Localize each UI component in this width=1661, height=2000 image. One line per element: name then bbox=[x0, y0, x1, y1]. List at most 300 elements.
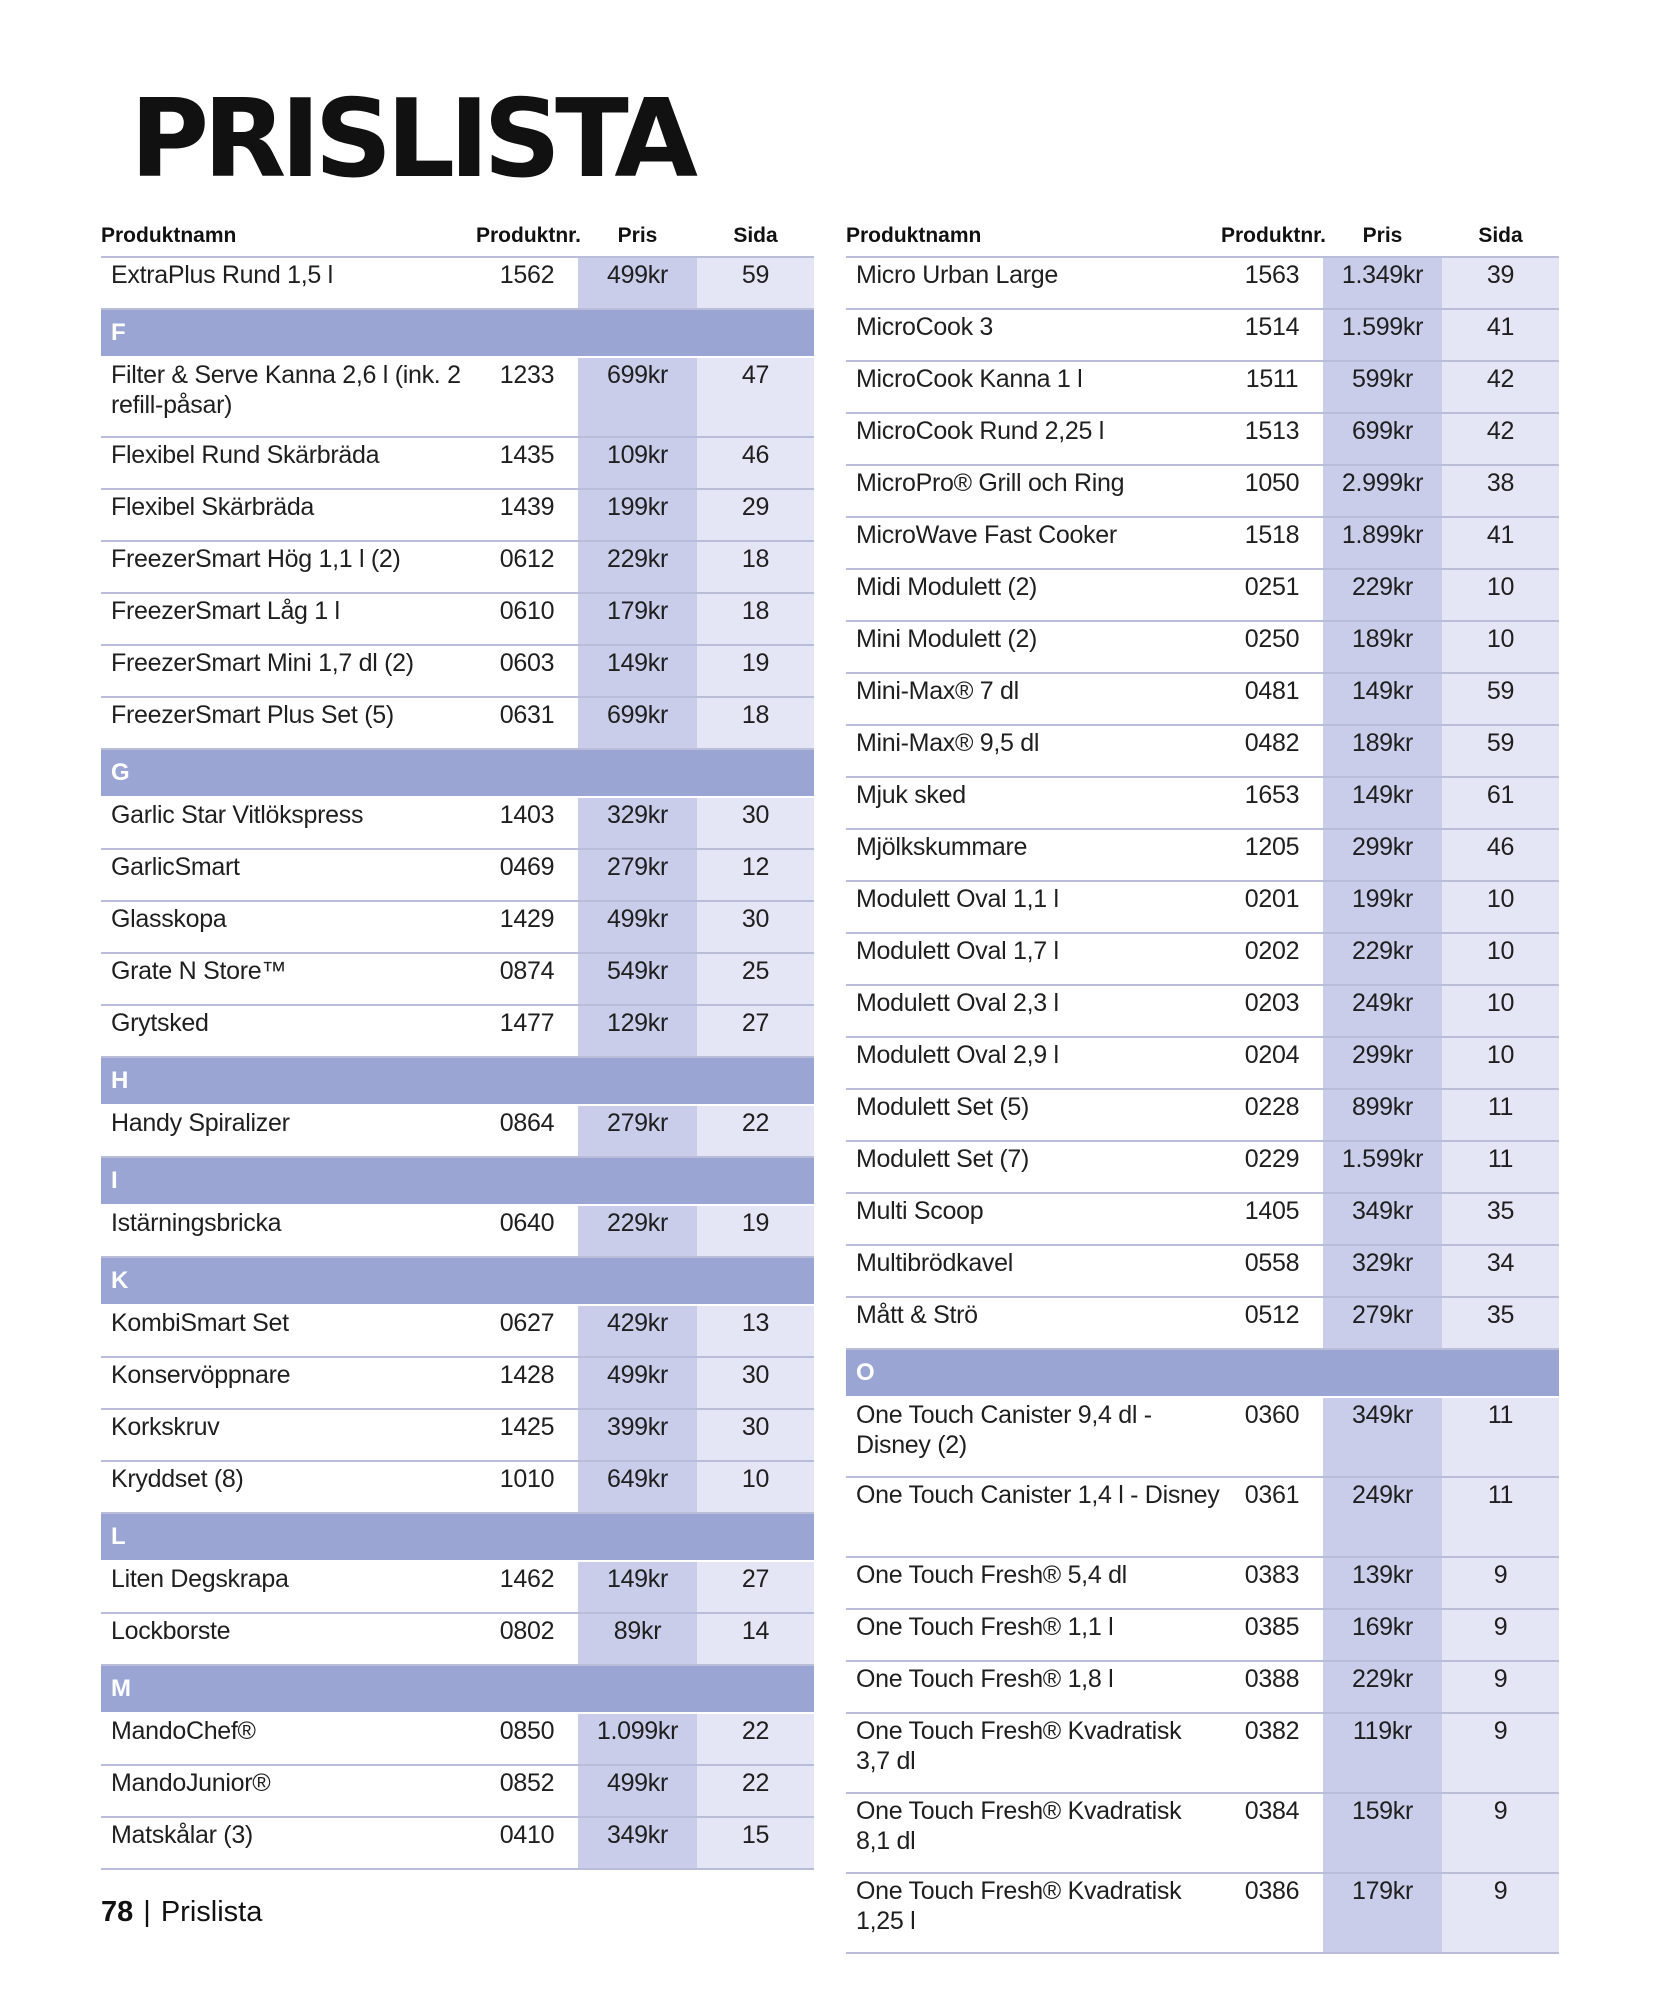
product-name: Korkskruv bbox=[101, 1409, 476, 1461]
product-name: Lockborste bbox=[101, 1613, 476, 1665]
header-pris: Pris bbox=[1323, 216, 1442, 257]
product-page: 25 bbox=[697, 953, 814, 1005]
product-name: Handy Spiralizer bbox=[101, 1105, 476, 1157]
product-page: 11 bbox=[1442, 1089, 1559, 1141]
table-row bbox=[101, 645, 814, 697]
product-number: 0250 bbox=[1221, 621, 1323, 673]
product-number: 0603 bbox=[476, 645, 578, 697]
product-price: 169kr bbox=[1323, 1609, 1442, 1661]
product-name: Grate N Store™ bbox=[101, 953, 476, 1005]
product-name: Mjuk sked bbox=[846, 777, 1221, 829]
product-page: 10 bbox=[1442, 1037, 1559, 1089]
product-name: Matskålar (3) bbox=[101, 1817, 476, 1869]
letter-row bbox=[101, 1513, 814, 1561]
product-number: 1439 bbox=[476, 489, 578, 541]
product-page: 9 bbox=[1442, 1661, 1559, 1713]
letter-row bbox=[101, 309, 814, 357]
letter-heading: H bbox=[101, 1057, 814, 1105]
header-row bbox=[101, 216, 814, 257]
price-table-right bbox=[846, 216, 1559, 1954]
product-page: 13 bbox=[697, 1305, 814, 1357]
table-row bbox=[846, 1193, 1559, 1245]
product-number: 0610 bbox=[476, 593, 578, 645]
product-number: 0229 bbox=[1221, 1141, 1323, 1193]
letter-row bbox=[846, 1349, 1559, 1397]
price-table-left bbox=[101, 216, 814, 1870]
product-page: 11 bbox=[1442, 1141, 1559, 1193]
product-price: 279kr bbox=[578, 849, 697, 901]
product-page: 61 bbox=[1442, 777, 1559, 829]
product-page: 42 bbox=[1442, 413, 1559, 465]
product-page: 59 bbox=[697, 257, 814, 309]
product-number: 0612 bbox=[476, 541, 578, 593]
product-price: 229kr bbox=[1323, 569, 1442, 621]
product-page: 22 bbox=[697, 1105, 814, 1157]
product-page: 47 bbox=[697, 357, 814, 437]
product-price: 299kr bbox=[1323, 829, 1442, 881]
product-price: 159kr bbox=[1323, 1793, 1442, 1873]
product-number: 1233 bbox=[476, 357, 578, 437]
table-row bbox=[846, 725, 1559, 777]
table-row bbox=[846, 829, 1559, 881]
product-name: Modulett Oval 1,7 l bbox=[846, 933, 1221, 985]
product-page: 11 bbox=[1442, 1397, 1559, 1477]
product-price: 1.599kr bbox=[1323, 1141, 1442, 1193]
table-row bbox=[101, 901, 814, 953]
product-number: 0360 bbox=[1221, 1397, 1323, 1477]
product-number: 0874 bbox=[476, 953, 578, 1005]
product-name: Istärningsbricka bbox=[101, 1205, 476, 1257]
product-name: Mått & Strö bbox=[846, 1297, 1221, 1349]
product-name: Flexibel Skärbräda bbox=[101, 489, 476, 541]
product-price: 229kr bbox=[1323, 1661, 1442, 1713]
product-page: 38 bbox=[1442, 465, 1559, 517]
product-number: 0558 bbox=[1221, 1245, 1323, 1297]
product-price: 349kr bbox=[1323, 1193, 1442, 1245]
product-price: 2.999kr bbox=[1323, 465, 1442, 517]
product-number: 0410 bbox=[476, 1817, 578, 1869]
product-price: 249kr bbox=[1323, 1477, 1442, 1557]
product-name: One Touch Fresh® Kvadratisk 3,7 dl bbox=[846, 1713, 1221, 1793]
table-row bbox=[846, 1713, 1559, 1793]
product-price: 499kr bbox=[578, 257, 697, 309]
product-price: 599kr bbox=[1323, 361, 1442, 413]
page-title: PRISLISTA bbox=[130, 77, 692, 202]
product-price: 699kr bbox=[578, 357, 697, 437]
product-page: 29 bbox=[697, 489, 814, 541]
product-page: 22 bbox=[697, 1765, 814, 1817]
footer-separator: | bbox=[143, 1896, 151, 1928]
product-page: 10 bbox=[1442, 985, 1559, 1037]
product-price: 699kr bbox=[578, 697, 697, 749]
product-page: 30 bbox=[697, 1357, 814, 1409]
product-number: 0469 bbox=[476, 849, 578, 901]
product-number: 0640 bbox=[476, 1205, 578, 1257]
table-row bbox=[846, 309, 1559, 361]
product-price: 299kr bbox=[1323, 1037, 1442, 1089]
product-name: Midi Modulett (2) bbox=[846, 569, 1221, 621]
product-page: 46 bbox=[697, 437, 814, 489]
product-price: 229kr bbox=[578, 541, 697, 593]
product-name: Mini-Max® 9,5 dl bbox=[846, 725, 1221, 777]
product-name: One Touch Fresh® 1,1 l bbox=[846, 1609, 1221, 1661]
product-price: 149kr bbox=[578, 1561, 697, 1613]
table-row bbox=[846, 1661, 1559, 1713]
product-name: Liten Degskrapa bbox=[101, 1561, 476, 1613]
product-name: MicroWave Fast Cooker bbox=[846, 517, 1221, 569]
product-name: Multi Scoop bbox=[846, 1193, 1221, 1245]
product-page: 9 bbox=[1442, 1713, 1559, 1793]
product-price: 549kr bbox=[578, 953, 697, 1005]
product-name: Grytsked bbox=[101, 1005, 476, 1057]
product-number: 0382 bbox=[1221, 1713, 1323, 1793]
table-body-right bbox=[846, 257, 1559, 1953]
product-price: 329kr bbox=[578, 797, 697, 849]
product-number: 1405 bbox=[1221, 1193, 1323, 1245]
product-number: 1477 bbox=[476, 1005, 578, 1057]
product-number: 0512 bbox=[1221, 1297, 1323, 1349]
product-name: Modulett Set (7) bbox=[846, 1141, 1221, 1193]
letter-heading: L bbox=[101, 1513, 814, 1561]
product-price: 149kr bbox=[1323, 673, 1442, 725]
product-number: 1425 bbox=[476, 1409, 578, 1461]
product-price: 349kr bbox=[578, 1817, 697, 1869]
product-number: 0203 bbox=[1221, 985, 1323, 1037]
product-number: 1435 bbox=[476, 437, 578, 489]
product-name: Multibrödkavel bbox=[846, 1245, 1221, 1297]
product-name: Glasskopa bbox=[101, 901, 476, 953]
product-number: 1205 bbox=[1221, 829, 1323, 881]
product-name: Konservöppnare bbox=[101, 1357, 476, 1409]
page-footer bbox=[101, 1896, 262, 1929]
product-price: 329kr bbox=[1323, 1245, 1442, 1297]
product-page: 30 bbox=[697, 901, 814, 953]
product-name: FreezerSmart Hög 1,1 l (2) bbox=[101, 541, 476, 593]
product-number: 0228 bbox=[1221, 1089, 1323, 1141]
product-name: MicroCook 3 bbox=[846, 309, 1221, 361]
product-name: FreezerSmart Mini 1,7 dl (2) bbox=[101, 645, 476, 697]
product-name: Modulett Oval 2,9 l bbox=[846, 1037, 1221, 1089]
letter-heading: G bbox=[101, 749, 814, 797]
table-row bbox=[101, 1613, 814, 1665]
table-row bbox=[846, 361, 1559, 413]
product-number: 1518 bbox=[1221, 517, 1323, 569]
product-number: 0850 bbox=[476, 1713, 578, 1765]
product-page: 35 bbox=[1442, 1193, 1559, 1245]
product-page: 10 bbox=[1442, 569, 1559, 621]
product-page: 10 bbox=[1442, 881, 1559, 933]
table-row bbox=[846, 1397, 1559, 1477]
product-number: 1429 bbox=[476, 901, 578, 953]
product-price: 1.099kr bbox=[578, 1713, 697, 1765]
table-row bbox=[846, 621, 1559, 673]
product-page: 11 bbox=[1442, 1477, 1559, 1557]
product-page: 42 bbox=[1442, 361, 1559, 413]
table-row bbox=[846, 673, 1559, 725]
product-page: 59 bbox=[1442, 673, 1559, 725]
product-page: 46 bbox=[1442, 829, 1559, 881]
product-number: 1513 bbox=[1221, 413, 1323, 465]
table-row bbox=[101, 257, 814, 309]
product-number: 1514 bbox=[1221, 309, 1323, 361]
product-name: MandoJunior® bbox=[101, 1765, 476, 1817]
letter-heading: K bbox=[101, 1257, 814, 1305]
product-number: 0627 bbox=[476, 1305, 578, 1357]
product-price: 699kr bbox=[1323, 413, 1442, 465]
product-name: Flexibel Rund Skärbräda bbox=[101, 437, 476, 489]
product-name: One Touch Canister 1,4 l - Disney bbox=[846, 1477, 1221, 1557]
table-row bbox=[101, 1409, 814, 1461]
product-page: 9 bbox=[1442, 1793, 1559, 1873]
letter-row bbox=[101, 1057, 814, 1105]
product-page: 30 bbox=[697, 797, 814, 849]
product-number: 0481 bbox=[1221, 673, 1323, 725]
product-name: Modulett Set (5) bbox=[846, 1089, 1221, 1141]
table-row bbox=[846, 413, 1559, 465]
product-price: 279kr bbox=[578, 1105, 697, 1157]
product-page: 59 bbox=[1442, 725, 1559, 777]
product-number: 0802 bbox=[476, 1613, 578, 1665]
table-row bbox=[101, 697, 814, 749]
product-page: 18 bbox=[697, 593, 814, 645]
product-name: One Touch Fresh® Kvadratisk 1,25 l bbox=[846, 1873, 1221, 1953]
table-row bbox=[846, 1477, 1559, 1557]
table-row bbox=[101, 1561, 814, 1613]
product-name: Modulett Oval 1,1 l bbox=[846, 881, 1221, 933]
product-number: 1562 bbox=[476, 257, 578, 309]
table-row bbox=[101, 437, 814, 489]
table-row bbox=[846, 465, 1559, 517]
table-row bbox=[101, 489, 814, 541]
product-price: 229kr bbox=[1323, 933, 1442, 985]
table-row bbox=[101, 849, 814, 901]
product-price: 1.599kr bbox=[1323, 309, 1442, 361]
product-price: 499kr bbox=[578, 1765, 697, 1817]
letter-row bbox=[101, 1665, 814, 1713]
product-number: 0361 bbox=[1221, 1477, 1323, 1557]
product-price: 1.899kr bbox=[1323, 517, 1442, 569]
product-price: 149kr bbox=[1323, 777, 1442, 829]
letter-heading: O bbox=[846, 1349, 1559, 1397]
product-number: 1050 bbox=[1221, 465, 1323, 517]
product-name: Filter & Serve Kanna 2,6 l (ink. 2 refill-påsar) bbox=[101, 357, 476, 437]
product-page: 10 bbox=[1442, 933, 1559, 985]
table-row bbox=[101, 593, 814, 645]
header-name: Produktnamn bbox=[846, 216, 1221, 257]
letter-heading: M bbox=[101, 1665, 814, 1713]
product-number: 1653 bbox=[1221, 777, 1323, 829]
product-name: Modulett Oval 2,3 l bbox=[846, 985, 1221, 1037]
product-price: 129kr bbox=[578, 1005, 697, 1057]
header-nr: Produktnr. bbox=[476, 216, 578, 257]
table-row bbox=[846, 881, 1559, 933]
product-name: MicroCook Rund 2,25 l bbox=[846, 413, 1221, 465]
product-price: 649kr bbox=[578, 1461, 697, 1513]
product-page: 27 bbox=[697, 1005, 814, 1057]
product-page: 9 bbox=[1442, 1609, 1559, 1661]
product-price: 899kr bbox=[1323, 1089, 1442, 1141]
product-number: 1428 bbox=[476, 1357, 578, 1409]
table-row bbox=[101, 953, 814, 1005]
product-number: 1403 bbox=[476, 797, 578, 849]
footer-section: Prislista bbox=[160, 1896, 263, 1928]
table-row bbox=[846, 1557, 1559, 1609]
table-row bbox=[101, 1305, 814, 1357]
table-row bbox=[101, 1205, 814, 1257]
product-page: 35 bbox=[1442, 1297, 1559, 1349]
product-number: 1511 bbox=[1221, 361, 1323, 413]
table-row bbox=[846, 1793, 1559, 1873]
product-price: 279kr bbox=[1323, 1297, 1442, 1349]
product-name: FreezerSmart Låg 1 l bbox=[101, 593, 476, 645]
product-name: MandoChef® bbox=[101, 1713, 476, 1765]
product-name: Mini-Max® 7 dl bbox=[846, 673, 1221, 725]
letter-heading: I bbox=[101, 1157, 814, 1205]
product-page: 15 bbox=[697, 1817, 814, 1869]
product-name: Kryddset (8) bbox=[101, 1461, 476, 1513]
product-number: 0384 bbox=[1221, 1793, 1323, 1873]
table-row bbox=[101, 797, 814, 849]
table-row bbox=[846, 985, 1559, 1037]
table-row bbox=[101, 357, 814, 437]
table-row bbox=[101, 1817, 814, 1869]
product-page: 19 bbox=[697, 645, 814, 697]
product-price: 189kr bbox=[1323, 621, 1442, 673]
product-price: 429kr bbox=[578, 1305, 697, 1357]
table-row bbox=[846, 1141, 1559, 1193]
table-row bbox=[846, 933, 1559, 985]
product-page: 10 bbox=[1442, 621, 1559, 673]
product-page: 41 bbox=[1442, 517, 1559, 569]
product-page: 14 bbox=[697, 1613, 814, 1665]
product-page: 22 bbox=[697, 1713, 814, 1765]
product-page: 30 bbox=[697, 1409, 814, 1461]
letter-heading: F bbox=[101, 309, 814, 357]
product-name: FreezerSmart Plus Set (5) bbox=[101, 697, 476, 749]
product-number: 0386 bbox=[1221, 1873, 1323, 1953]
product-page: 18 bbox=[697, 697, 814, 749]
table-body-left bbox=[101, 257, 814, 1869]
product-number: 0202 bbox=[1221, 933, 1323, 985]
table-row bbox=[101, 1765, 814, 1817]
table-row bbox=[101, 1357, 814, 1409]
product-price: 179kr bbox=[578, 593, 697, 645]
product-page: 9 bbox=[1442, 1557, 1559, 1609]
product-number: 0204 bbox=[1221, 1037, 1323, 1089]
product-number: 0383 bbox=[1221, 1557, 1323, 1609]
table-row bbox=[846, 1609, 1559, 1661]
product-page: 18 bbox=[697, 541, 814, 593]
product-name: GarlicSmart bbox=[101, 849, 476, 901]
product-number: 1462 bbox=[476, 1561, 578, 1613]
header-name: Produktnamn bbox=[101, 216, 476, 257]
product-price: 199kr bbox=[578, 489, 697, 541]
product-price: 179kr bbox=[1323, 1873, 1442, 1953]
product-number: 1563 bbox=[1221, 257, 1323, 309]
table-row bbox=[846, 257, 1559, 309]
product-name: KombiSmart Set bbox=[101, 1305, 476, 1357]
product-number: 0388 bbox=[1221, 1661, 1323, 1713]
product-price: 229kr bbox=[578, 1205, 697, 1257]
product-price: 89kr bbox=[578, 1613, 697, 1665]
table-row bbox=[101, 1713, 814, 1765]
product-number: 0251 bbox=[1221, 569, 1323, 621]
table-row bbox=[846, 569, 1559, 621]
header-nr: Produktnr. bbox=[1221, 216, 1323, 257]
product-page: 34 bbox=[1442, 1245, 1559, 1297]
table-row bbox=[101, 1461, 814, 1513]
header-row bbox=[846, 216, 1559, 257]
product-page: 10 bbox=[697, 1461, 814, 1513]
product-number: 0201 bbox=[1221, 881, 1323, 933]
product-price: 499kr bbox=[578, 901, 697, 953]
product-price: 349kr bbox=[1323, 1397, 1442, 1477]
product-price: 199kr bbox=[1323, 881, 1442, 933]
product-number: 0385 bbox=[1221, 1609, 1323, 1661]
header-pris: Pris bbox=[578, 216, 697, 257]
product-page: 12 bbox=[697, 849, 814, 901]
product-number: 0631 bbox=[476, 697, 578, 749]
product-name: One Touch Fresh® Kvadratisk 8,1 dl bbox=[846, 1793, 1221, 1873]
product-page: 27 bbox=[697, 1561, 814, 1613]
product-page: 39 bbox=[1442, 257, 1559, 309]
product-name: MicroCook Kanna 1 l bbox=[846, 361, 1221, 413]
table-row bbox=[846, 777, 1559, 829]
product-price: 499kr bbox=[578, 1357, 697, 1409]
table-row bbox=[846, 1037, 1559, 1089]
table-row bbox=[846, 1245, 1559, 1297]
table-row bbox=[846, 517, 1559, 569]
product-price: 249kr bbox=[1323, 985, 1442, 1037]
header-sida: Sida bbox=[1442, 216, 1559, 257]
product-name: Micro Urban Large bbox=[846, 257, 1221, 309]
product-number: 0482 bbox=[1221, 725, 1323, 777]
table-row bbox=[846, 1089, 1559, 1141]
letter-row bbox=[101, 749, 814, 797]
table-row bbox=[846, 1297, 1559, 1349]
table-row bbox=[101, 541, 814, 593]
product-price: 399kr bbox=[578, 1409, 697, 1461]
product-number: 0852 bbox=[476, 1765, 578, 1817]
product-name: Garlic Star Vitlökspress bbox=[101, 797, 476, 849]
table-row bbox=[101, 1105, 814, 1157]
product-name: Mjölkskummare bbox=[846, 829, 1221, 881]
page-number: 78 bbox=[101, 1896, 134, 1928]
product-number: 0864 bbox=[476, 1105, 578, 1157]
header-sida: Sida bbox=[697, 216, 814, 257]
product-page: 41 bbox=[1442, 309, 1559, 361]
letter-row bbox=[101, 1257, 814, 1305]
product-price: 149kr bbox=[578, 645, 697, 697]
product-number: 1010 bbox=[476, 1461, 578, 1513]
product-price: 119kr bbox=[1323, 1713, 1442, 1793]
product-page: 19 bbox=[697, 1205, 814, 1257]
product-name: MicroPro® Grill och Ring bbox=[846, 465, 1221, 517]
product-price: 1.349kr bbox=[1323, 257, 1442, 309]
product-price: 139kr bbox=[1323, 1557, 1442, 1609]
letter-row bbox=[101, 1157, 814, 1205]
table-row bbox=[846, 1873, 1559, 1953]
product-page: 9 bbox=[1442, 1873, 1559, 1953]
product-name: ExtraPlus Rund 1,5 l bbox=[101, 257, 476, 309]
product-name: One Touch Fresh® 5,4 dl bbox=[846, 1557, 1221, 1609]
product-name: One Touch Fresh® 1,8 l bbox=[846, 1661, 1221, 1713]
product-price: 109kr bbox=[578, 437, 697, 489]
table-row bbox=[101, 1005, 814, 1057]
product-price: 189kr bbox=[1323, 725, 1442, 777]
product-name: One Touch Canister 9,4 dl - Disney (2) bbox=[846, 1397, 1221, 1477]
product-name: Mini Modulett (2) bbox=[846, 621, 1221, 673]
